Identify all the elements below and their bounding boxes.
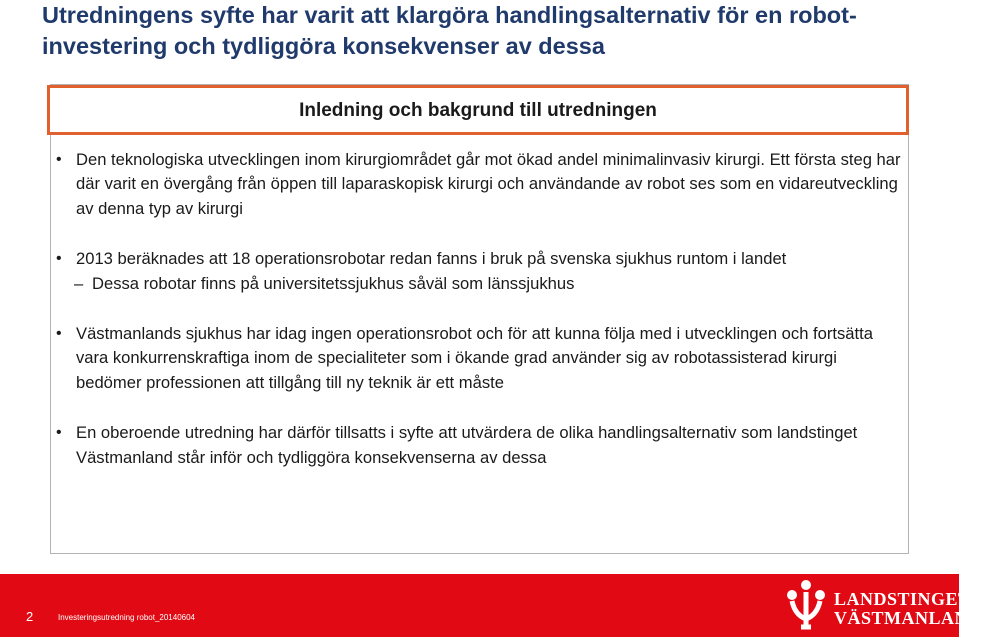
- sub-bullet-dash: –: [74, 273, 84, 293]
- logo-text-line2: VÄSTMANLAND: [834, 608, 982, 628]
- bullet-dot: •: [56, 151, 62, 168]
- landstinget-logo: [781, 577, 982, 633]
- bullet-dot: •: [56, 250, 62, 268]
- bullet-item: [54, 247, 904, 271]
- bullet-text: 2013 beräknades att 18 operationsrobotar redan fanns i bruk på svenska sjukhus runtom i landet: [76, 249, 787, 269]
- document-name: Investeringsutredning robot_20140604: [58, 613, 195, 622]
- bullet-text: Västmanlands sjukhus har idag ingen operationsrobot och för att kunna följa med i utvecklingen och fortsätta vara konkurrenskraftiga inom de specialiteter som i ökande grad använder sig av robotassisterad kirurgi bedömer professionen att tillgång till ny teknik är ett måste: [76, 324, 873, 392]
- bullet-list: [54, 148, 904, 470]
- bullet-item: [54, 421, 904, 470]
- landstinget-emblem-icon: [781, 577, 831, 633]
- section-header-box: [47, 85, 909, 135]
- bullet-text: Den teknologiska utvecklingen inom kirurgiområdet går mot ökad andel minimalinvasiv kirurgi. Ett första steg har där varit en övergång från öppen till laparaskopisk kirurgi och användande av robot ses som en vidareutveckling av denna typ av kirurgi: [76, 150, 901, 218]
- bullet-dot: •: [56, 325, 62, 343]
- logo-text-line1: LANDSTINGET: [834, 589, 971, 609]
- bullet-text: En oberoende utredning har därför tillsatts i syfte att utvärdera de olika handlingsalternativ som landstinget Västmanland står inför och tydliggöra konsekvenserna av dessa: [76, 423, 858, 467]
- bullet-dot: •: [56, 424, 62, 442]
- sub-bullet-item: [54, 272, 904, 296]
- sub-bullet-text: Dessa robotar finns på universitetssjukhus såväl som länssjukhus: [92, 273, 575, 293]
- page-number: 2: [26, 609, 34, 624]
- bullet-item: [54, 148, 904, 221]
- slide-title: Utredningens syfte har varit att klargöra handlingsalternativ för en robot-investering och tydliggöra konsekvenser av dessa: [42, 2, 857, 59]
- bullet-item: [54, 322, 904, 395]
- section-heading: Inledning och bakgrund till utredningen: [299, 100, 657, 121]
